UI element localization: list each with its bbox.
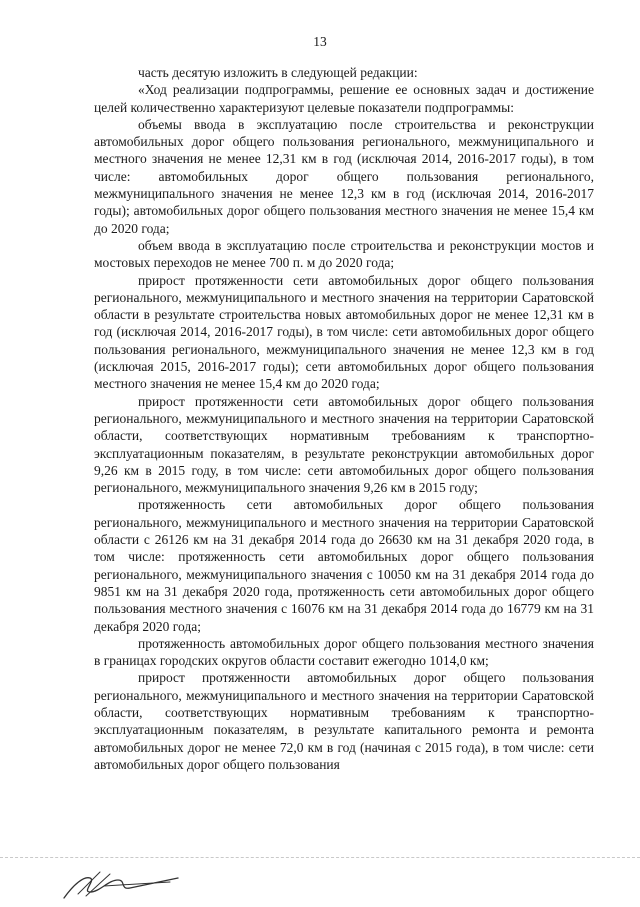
page-footer-divider	[0, 857, 640, 858]
paragraph: протяженность сети автомобильных дорог общего пользования регионального, межмуниципального и местного значения на территории Саратовской области с 26126 км на 31 декабря 2014 года до 26630 км на 31 декабря 2020 года, в том числе: протяженность сети автомобильных дорог общего пользования регионального, межмуниципального значения с 10050 км на 31 декабря 2014 года до 9851 км на 31 декабря 2020 года, протяженность сети автомобильных дорог общего пользования местного значения с 16076 км на 31 декабря 2014 года до 16779 км на 31 декабря 2020 года;	[94, 497, 594, 634]
paragraph: часть десятую изложить в следующей редакции:	[138, 65, 418, 80]
page-number: 13	[313, 34, 327, 49]
paragraph: объемы ввода в эксплуатацию после строительства и реконструкции автомобильных дорог общего пользования регионального, межмуниципального и местного значения не менее 12,31 км в год (исключая 2014, 2016-2017 годы), в том числе: автомобильных дорог общего пользования регионального, межмуниципального значения не менее 12,3 км в год (исключая 2014, 2016-2017 годы); автомобильных дорог общего пользования местного значения не менее 15,4 км до 2020 года;	[94, 116, 594, 236]
document-body	[94, 64, 594, 773]
paragraph: объем ввода в эксплуатацию после строительства и реконструкции мостов и мостовых переходов не менее 700 п. м до 2020 года;	[94, 237, 594, 271]
paragraph: прирост протяженности сети автомобильных дорог общего пользования регионального, межмуниципального и местного значения на территории Саратовской области в результате строительства новых автомобильных дорог не менее 12,31 км в год (исключая 2014, 2016-2017 годы), в том числе: сети автомобильных дорог общего пользования регионального, межмуниципального значения не менее 12,3 км в год (исключая 2015, 2016-2017 годы); сети автомобильных дорог общего пользования местного значения не менее 15,4 км до 2020 года;	[94, 272, 594, 392]
handwritten-signature-icon	[60, 862, 190, 907]
paragraph: прирост протяженности сети автомобильных дорог общего пользования регионального, межмуниципального и местного значения на территории Саратовской области, соответствующих нормативным требованиям к транспортно-эксплуатационным показателям, в результате реконструкции автомобильных дорог 9,26 км в 2015 году, в том числе: сети автомобильных дорог общего пользования регионального, межмуниципального значения 9,26 км в 2015 году;	[94, 393, 594, 496]
paragraph: протяженность автомобильных дорог общего пользования местного значения в границах городских округов области составит ежегодно 1014,0 км;	[94, 635, 594, 669]
paragraph: «Ход реализации подпрограммы, решение ее основных задач и достижение целей количественно характеризуют целевые показатели подпрограммы:	[94, 82, 594, 115]
paragraph: прирост протяженности автомобильных дорог общего пользования регионального, межмуниципального и местного значения на территории Саратовской области, соответствующих нормативным требованиям к транспортно-эксплуатационным показателям, в результате капитального ремонта и ремонта автомобильных дорог не менее 72,0 км в год (начиная с 2015 года), в том числе: сети автомобильных дорог общего пользования	[94, 670, 594, 772]
